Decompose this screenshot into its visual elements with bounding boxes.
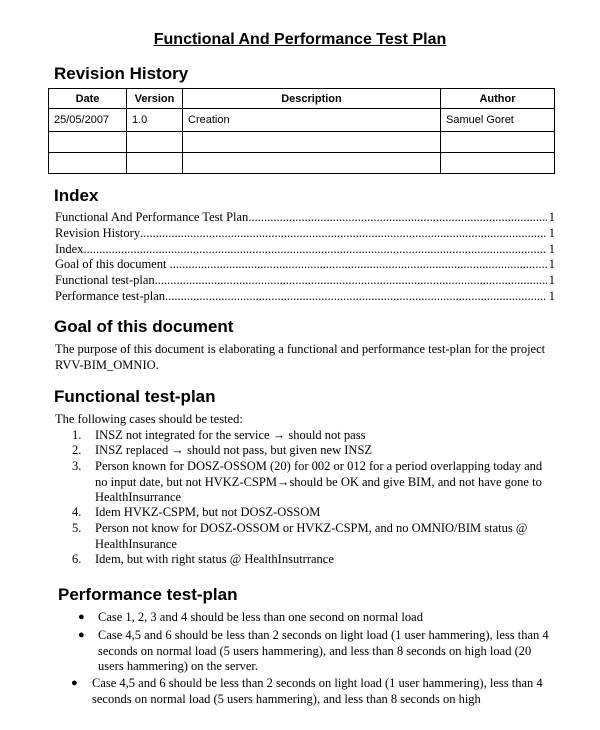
functional-intro: The following cases should be tested: — [55, 412, 243, 426]
column-header-description: Description — [183, 89, 441, 109]
bullet-item-text: Case 1, 2, 3 and 4 should be less than one second on normal load — [98, 610, 423, 624]
index-entry-label: Goal of this document — [55, 257, 170, 271]
goal-heading: Goal of this document — [54, 317, 234, 336]
bullet-item-text: Case 4,5 and 6 should be less than 2 seconds on light load (1 user hammering), less than 4 seconds on normal load (5 users hammering), and less than 8 seconds on high — [92, 676, 543, 706]
list-item-number: 4. — [72, 505, 82, 519]
index-entry-page: 1 — [548, 210, 555, 224]
table-row — [49, 109, 555, 132]
list-item-text: Idem, but with right status @ HealthInsutrrance — [95, 552, 334, 566]
table-cell — [441, 153, 555, 174]
index-leader-dots — [140, 226, 547, 242]
goal-paragraph: The purpose of this document is elaborating a functional and performance test-plan for the project RVV-BIM_OMNIO. — [55, 342, 546, 372]
index-entry-label: Functional And Performance Test Plan — [55, 210, 249, 224]
index-entry — [55, 289, 555, 305]
table-cell: 1.0 — [127, 109, 183, 132]
index-entry — [55, 226, 555, 242]
index-leader-dots — [165, 289, 547, 305]
list-item-number: 3. — [72, 459, 82, 473]
index-leader-dots — [248, 210, 546, 226]
index-entry — [55, 242, 555, 258]
revision-history-heading: Revision History — [54, 64, 189, 83]
index-entry-label: Revision History — [55, 226, 141, 240]
index-heading: Index — [54, 186, 99, 205]
list-item-text: Person known for DOSZ-OSSOM (20) for 002 or 012 for a period overlapping today and no input date, but not HVKZ-CSPM→should be OK and give BIM, and not have gone to HealthInsurrance — [95, 459, 543, 505]
table-header-row — [49, 89, 555, 109]
table-cell — [183, 153, 441, 174]
index-entry-label: Functional test-plan — [55, 273, 155, 287]
index-entry-page: 1 — [548, 273, 555, 287]
table-cell — [49, 153, 127, 174]
performance-heading: Performance test-plan — [58, 585, 238, 604]
index-leader-dots — [170, 257, 547, 273]
revision-history-table — [48, 88, 555, 174]
list-item-number: 5. — [72, 521, 82, 535]
bullet-dot-icon: ● — [78, 611, 85, 623]
list-item-number: 2. — [72, 443, 82, 457]
table-row — [49, 132, 555, 153]
table-row — [49, 153, 555, 174]
bullet-item-text: Case 4,5 and 6 should be less than 2 seconds on light load (1 user hammering), less than 4 seconds on normal load (5 users hammering), and less than 8 seconds on high load (20 users hammering) on the server. — [98, 628, 549, 674]
index-entry — [55, 210, 555, 226]
table-cell — [127, 153, 183, 174]
table-cell: Creation — [183, 109, 441, 132]
column-header-author: Author — [441, 89, 555, 109]
table-cell — [183, 132, 441, 153]
table-cell: 25/05/2007 — [49, 109, 127, 132]
bullet-dot-icon: ● — [71, 677, 78, 689]
functional-heading: Functional test-plan — [54, 387, 216, 406]
list-item-text: INSZ not integrated for the service → should not pass — [95, 428, 366, 442]
list-item-text: Idem HVKZ-CSPM, but not DOSZ-OSSOM — [95, 505, 321, 519]
list-item-number: 6. — [72, 552, 82, 566]
index-leader-dots — [83, 242, 546, 258]
bullet-dot-icon: ● — [78, 629, 85, 641]
index-entry-label: Index — [55, 242, 84, 256]
column-header-version: Version — [127, 89, 183, 109]
column-header-date: Date — [49, 89, 127, 109]
table-cell — [441, 132, 555, 153]
list-item-number: 1. — [72, 428, 82, 442]
document-title: Functional And Performance Test Plan — [153, 31, 447, 48]
index-entry-page: 1 — [548, 226, 555, 240]
list-item-text: Person not know for DOSZ-OSSOM or HVKZ-CSPM, and no OMNIO/BIM status @ HealthInsurance — [95, 521, 528, 551]
index-entry-page: 1 — [548, 242, 555, 256]
table-cell — [127, 132, 183, 153]
index-entry-page: 1 — [548, 257, 555, 271]
list-item-text: INSZ replaced → should not pass, but given new INSZ — [95, 443, 373, 457]
index-entry-page: 1 — [548, 289, 555, 303]
index-entry — [55, 273, 555, 289]
table-cell — [49, 132, 127, 153]
index-leader-dots — [155, 273, 547, 289]
index-entry — [55, 257, 555, 273]
index-entry-label: Performance test-plan — [55, 289, 166, 303]
table-cell: Samuel Goret — [441, 109, 555, 132]
